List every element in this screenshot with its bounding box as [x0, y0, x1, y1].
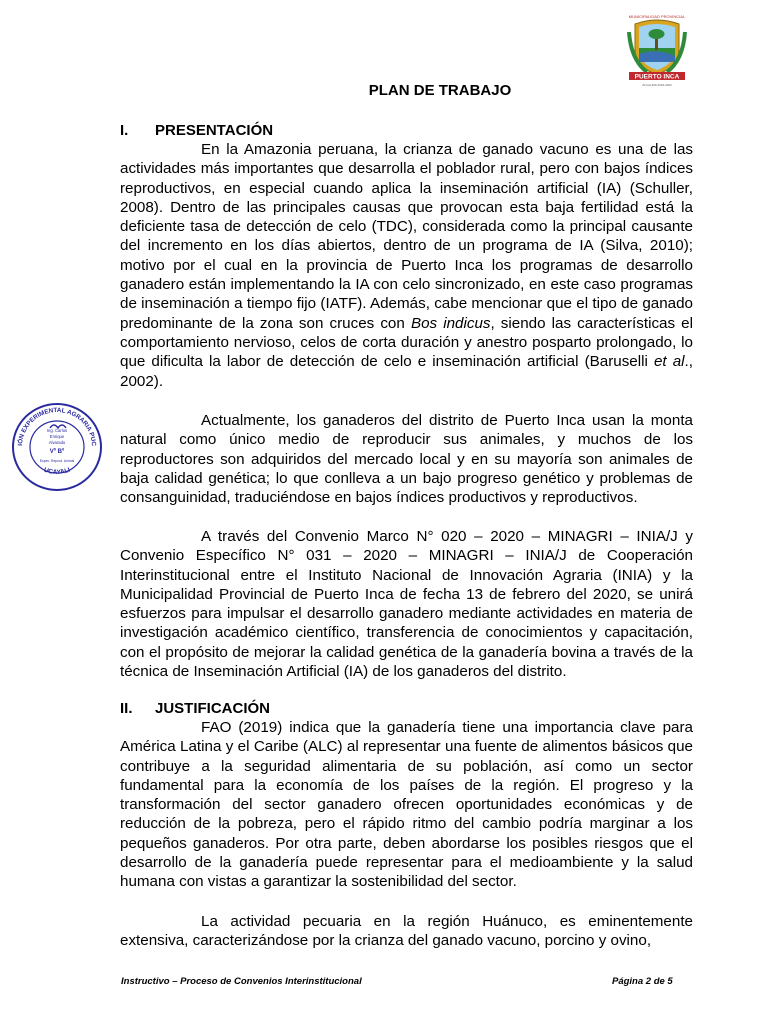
- svg-text:UCAYALI: [43, 466, 72, 476]
- logo-top-text: MUNICIPALIDAD PROVINCIAL: [628, 14, 686, 19]
- footer-page-number: Página 2 de 5: [612, 976, 673, 987]
- section-heading-justificacion: [120, 700, 270, 717]
- stamp-line: Espec. Reprod. Animal: [39, 459, 75, 463]
- paragraph-presentacion-1: [120, 140, 693, 391]
- stamp-line: Enrique: [49, 434, 65, 439]
- footer-document-name: Instructivo – Proceso de Convenios Interinstitucional: [121, 976, 362, 987]
- italic-term: Bos indicus: [410, 314, 491, 332]
- section-number: II.: [120, 700, 133, 717]
- section-title: JUSTIFICACIÓN: [155, 700, 271, 717]
- section-title: PRESENTACIÓN: [155, 122, 274, 139]
- paragraph-presentacion-2: Actualmente, los ganaderos del distrito de Puerto Inca usan la monta natural como único medio de reproducir sus animales, y muchos de los reproductores son adquiridos del mercado local y en su mayoría son animales de baja calidad genética; lo que conlleva a un bajo progreso genético y problemas de consanguinidad, traduciéndose en bajos índices productivos y reproductivos.: [120, 412, 693, 507]
- stamp-line: Ing. Carlos: [46, 428, 68, 433]
- stamp-line: Vº Bº: [49, 449, 65, 455]
- paragraph-text: ., 2002).: [120, 353, 693, 390]
- paragraph-text: En la Amazonia peruana, la crianza de ganado vacuno es una de las actividades más importantes que desarrolla el poblador rural, pero con bajos índices reproductivos, en especial cuando aplica la inseminación artificial (IA) (Schuller, 2008). Dentro de las principales causas que provocan esta baja fertilidad está la deficiente tasa de detección de celo (TDC), considerada como la principal causante del incremento en los días abiertos, dentro de un programa de IA (Silva, 2010); motivo por el cual en la provincia de Puerto Inca los programas de desarrollo ganadero están implementando la IA con celo sincronizado, en este caso programas de inseminación a tiempo fijo (IATF). Además, cabe mencionar que el tipo de ganado predominante de la zona son cruces con: [120, 141, 693, 332]
- stamp-ring-bottom: UCAYALI: [42, 466, 72, 477]
- paragraph-justificacion-2: La actividad pecuaria en la región Huánuco, es eminentemente extensiva, caracterizándose por la crianza del ganado vacuno, porcino y ovino,: [120, 913, 693, 950]
- official-stamp: [10, 400, 104, 494]
- paragraph-text: , siendo las características el comportamiento nervioso, celos de corta duración y anestro posparto prolongado, lo que dificulta la labor de detección de celo e inseminación artificial (Baruselli: [120, 314, 693, 371]
- section-heading-presentacion: [120, 122, 273, 139]
- paragraph-presentacion-3: A través del Convenio Marco N° 020 – 2020 – MINAGRI – INIA/J y Convenio Específico N° 031 – 2020 – MINAGRI – INIA/J de Cooperación Interinstitucional entre el Instituto Nacional de Innovación Agraria (INIA) y la Municipalidad Provincial de Puerto Inca de fecha 13 de febrero del 2020, se unirá esfuerzos para impulsar el desarrollo ganadero mediante actividades en materia de investigación académico científico, transferencia de conocimientos y capacitación, con el propósito de mejorar la calidad genética de la ganadería bovina a través de la técnica de Inseminación Artificial (IA) de los ganaderos del distrito.: [120, 528, 693, 681]
- logo-name: PUERTO INCA: [634, 73, 680, 81]
- municipality-logo: [625, 10, 689, 90]
- logo-motto: ALCALDIA 2019-2022: [642, 83, 672, 87]
- italic-term: et al: [653, 353, 685, 371]
- section-number: I.: [120, 122, 129, 139]
- page-title: PLAN DE TRABAJO: [368, 82, 512, 99]
- stamp-line: Alvarado: [48, 440, 66, 445]
- stamp-ring-text: IÓN EXPERIMENTAL AGRARIA PUC: [17, 406, 98, 447]
- paragraph-justificacion-1: FAO (2019) indica que la ganadería tiene una importancia clave para América Latina y el Caribe (ALC) al representar una fuente de alimentos básicos que contribuye a la seguridad alimentaria de su población, así como un sector fundamental para la economía de los países de la región. El progreso y la transformación del sector ganadero ofrecen oportunidades económicas y de reducción de la pobreza, pero el rápido ritmo del cambio podría marginar a los pequeños ganaderos. Por otra parte, deben abordarse los posibles riesgos que el desarrollo de la ganadería puede representar para el medioambiente y la salud humana con vistas a garantizar la sostenibilidad del sector.: [120, 719, 693, 891]
